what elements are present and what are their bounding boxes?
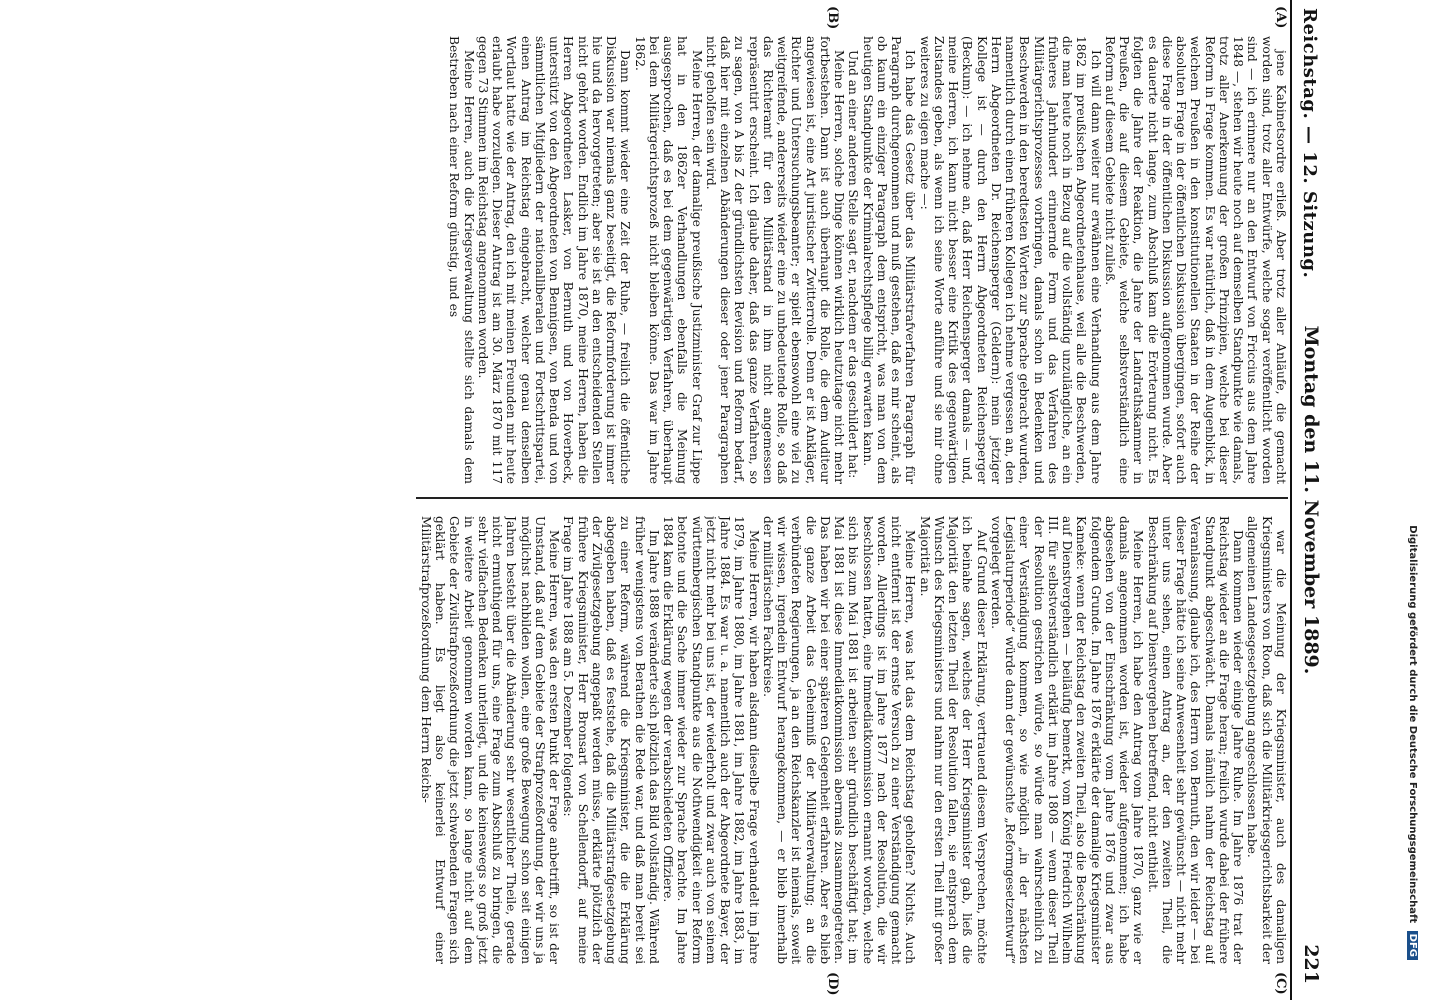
paragraph: Im Jahre 1888 veränderte sich plötzlich das Bild vollständig. Während früher wenigstens von Berathen die Rede war, und daß man bereit sei zu einer Reform, während die Kriegsminister, die die Erklärung abgegeben haben, daß es feststehe, daß die Militärstrafgesetzgebung der Zivilgesetzgebung angepaßt werden müsse, erklärte plötzlich der frühere Kriegsminister, Herr Bronsart von Schellendorff, auf meine Frage im Jahre 1888 am 5. Dezember folgendes: <box>561 516 661 964</box>
margin-marker-a: (A) <box>1273 6 1288 29</box>
quoted-paragraph: Meine Herren, solche Dinge können wirklich heutzutage nicht mehr fortbestehen. Dann ist auch überhaupt die Rolle, die dem Auditeur angewiesen ist, eine Art juristischer Zwitterrolle. Denn er ist Ankläger, Richter und Untersuchungsbeamter; er spielt ebensowohl eine viel zu weitgreifende, andererseits wieder eine zu unbedeutende Rolle, so daß das Richteramt für den Militärstand in ihm nicht angemessen repräsentirt erscheint. Ich glaube daher, daß das ganze Verfahren, so zu sagen, von A bis Z der gründlichsten Revision und Reform bedarf, daß hier mit einzelnen Abänderungen dieser oder jener Paragraphen nicht geholfen sein wird. <box>704 36 847 484</box>
column-divider <box>416 497 1288 499</box>
paragraph: Dann kommen wieder einige Jahre Ruhe. Im Jahre 1876 trat der Reichstag wieder an die Frage heran; freilich wurde dabei der frühere Standpunkt abgeschwächt. Damals nämlich nahm der Reichstag auf Veranlassung, glaube ich, des Herrn von Bernuth, den wir leider — bei dieser Frage hätte ich seine Anwesenheit sehr gewünscht — nicht mehr unter uns sehen, einen Antrag an, der den zweiten Theil, die Beschränkung auf Dienstvergehen betreffend, nicht enthielt. <box>1145 516 1246 964</box>
margin-marker-c: (C) <box>1273 972 1288 995</box>
paragraph: jene Kabinetsordre erließ. Aber trotz aller Anläufe, die gemacht worden sind, trotz aller Entwürfe, welche sogar veröffentlicht worden sind — ich erinnere nur an den Entwurf von Friccius aus dem Jahre 1848 —, stehen wir heute noch auf demselben Standpunkte wie damals, trotz aller Anerkennung der großen Prinzipien, welche bei dieser Reform in Frage kommen. Es war natürlich, daß in dem Augenblick, in welchem Preußen in den konstitutionellen Staaten in der Reihe der absoluten Frage in der öffentlichen Diskussion übergingen, sofort auch diese Frage in der öffentlichen Diskussion aufgenommen wurde. Aber es dauerte nicht lange, zum Abschluß kam die Erörterung nicht. Es folgten die Jahre der Reaktion, die Jahre der Landrathskammer in Preußen, die auf diesem Gebiete, welche selbstverständlich eine Reform auf diesem Gebiete nicht zuließ. <box>1103 36 1288 484</box>
paragraph: Dann kommt wieder eine Zeit der Ruhe, — freilich die öffentliche Diskussion war niemals ganz beseitigt, die Reformforderung ist immer hie und da hervorgetreten; aber sie ist an den entscheidenden Stellen nicht gehört worden. Endlich im Jahre 1870, meine Herren, haben die Herren Abgeordneten Lasker, von Bernuth und von Hoverbeck, unterstützt von den Abgeordneten von Bennigsen, von Benda und von sämmtlichen Mitgliedern der nationalliberalen und Fortschrittspartei, einen Antrag im Reichstag eingebracht, welcher genau denselben Wortlaut hatte wie der Antrag, den ich mit meinen Freunden mir heute erlaubt habe vorzulegen. Dieser Antrag ist am 30. März 1870 mit 117 gegen 73 Stimmen im Reichstag angenommen worden. <box>476 36 633 484</box>
quoted-paragraph: Ich habe das Gesetz über das Militärstrafverfahren Paragraph für Paragraph durchgenommen und muß gestehen, daß es mir scheint, als ob kaum ein einziger Paragraph dem entspricht, was man von dem heutigen Standpunkte der Kriminalrechtspflege billig erwarten kann. <box>860 36 918 484</box>
left-text-column <box>416 36 1288 484</box>
paragraph: Auf Grund dieser Erklärung, vertrauend diesem Versprechen, möchte ich beinahe sagen, welches der Herr Kriegsminister gab, ließ die Majorität den letzten Theil der Resolution fallen, sie entsprach dem Wunsch des Kriegsministers und nahm nur den ersten Theil mit großer Majorität an. <box>917 516 989 964</box>
paragraph: Und an einer anderen Stelle sagt er, nachdem er das geschildert hat: <box>846 50 861 479</box>
side-strip <box>1418 0 1432 1000</box>
right-text-column <box>416 516 1288 964</box>
funding-text: Digitalisierung gefördert durch die Deutsche Forschungsgemeinschaft <box>1407 525 1418 924</box>
running-head-date: Montag den 11. November 1889. <box>1300 325 1322 675</box>
paragraph: Meine Herren, was hat das dem Reichstag geholfen? Nichts. Auch nicht entfernt ist der ernste Versuch zu einer Verständigung gemacht worden. Allerdings ist im Jahre 1877 nach der Resolution, die wir beschlossen hatten, eine Immediatkommission ernannt worden, welche sich bis zum Mai 1881 ist arbeiten sehr gründlich beschäftigt hat; im Mai 1881 ist diese Immediatkommission abermals zusammengetreten. Das haben wir bei einer späteren Gelegenheit erfahren. Aber es blieb die ganze Arbeit das Geheimniß der Militärverwaltung; an die verbündeten Regierungen, ja an den Reichskanzler ist niemals, soweit wir wissen, irgendein Entwurf herangekommen, — er blieb innerhalb der militärischen Fachkreise. <box>761 516 918 964</box>
margin-marker-d: (D) <box>825 972 840 996</box>
dfg-logo: DFG <box>1407 931 1418 960</box>
page-header <box>1290 0 1332 1000</box>
paragraph: Ich will dann weiter nur erwähnen eine Verhandlung aus dem Jahre 1862 im preußischen Abgeordnetenhause, weil alle die Beschwerden, die man heute noch in Bezug auf die vollständig unzulängliche, an ein früheres Jahrhundert erinnernde Form und das Verfahren des Militärgerichtsprozesses vorbringen, damals schon in Bedenken und Beschwerden in den beredtesten Worten zur Sprache gebracht wurden, namentlich durch einen früheren Kollegen ich nehme vergessen an, den Herrn Abgeordneten Dr. Reichensperger (Geldern): mein jetziger Kollege ist — durch den Herrn Abgeordneten Reichensperger (Beckum): — ich nehme an, daß Herr Reichensperger damals — und, meine Herren, ich kann nicht besser eine Kritik des gegenwärtigen Zustandes geben, als wenn ich seine Worte anführe und sie mir ohne weiteres zu eigen mache —: <box>917 36 1103 484</box>
quoted-paragraph: Meine Herren, was den ersten Punkt der Frage anbetrifft, so ist der Umstand, daß auf dem Gebiete der Strafprozeßordnung, der wir uns ja möglichst nachbilden wollen, eine große Bewegung schon seit einigen Jahren besteht über die Abänderung sehr wesentlicher Theile, gerade nicht ermuthigend für uns, eine Frage zum Abschluß zu bringen, die sehr vielfachen Bedenken unterliegt, und die keineswegs so groß jetzt in weitere Arbeit genommen worden kann, so lange nicht auf dem Gebiete der Zivilstrafprozeßordnung die jetzt schwebenden Fragen sich geklärt haben. Es liegt also keinerlei Entwurf einer Militärstrafprozeßordnung dem Herrn Reichs- <box>419 516 562 964</box>
paragraph: Meine Herren, auch die Kriegsverwaltung stellte sich damals dem Bestreben nach einer Reform günstig, und es <box>447 36 476 484</box>
paragraph: Meine Herren, ich habe den Antrag vom Jahre 1870, ganz wie er damals angenommen worden ist, wieder aufgenommen; ich habe abgesehen von der Einschränkung vom Jahre 1876 und zwar aus folgendem Grunde. Im Jahre 1876 erklärte der damalige Kriegsminister Kameke: wenn der Reichstag den zweiten Theil, also die Beschränkung auf Dienstvergehen — beiläufig bemerkt, vom König Friedrich Wilhelm III. für selbstverständlich erklärt im Jahre 1808 — wenn dieser Theil der Resolution gestrichen würde, so würde man wahrscheinlich zu einer Verständigung kommen, so wie möglich „in der nächsten Legislaturperiode“ würde dann der gewünschte „Reformgesetzentwurf“ vorgelegt werden. <box>989 516 1146 964</box>
page-number: 221 <box>1300 944 1322 984</box>
paragraph: war die Meinung der Kriegsminister, auch des damaligen Kriegsministers von Roon, daß sich die Militärkriegsgerichtsbarkeit der allgemeinen Landesgesetzgebung angeschlossen habe. <box>1245 516 1288 964</box>
funding-notice <box>1404 20 1418 960</box>
paragraph: Meine Herren, wir haben alsdann dieselbe Frage verhandelt im Jahre 1879, im Jahre 1880, im Jahre 1881, im Jahre 1882, im Jahre 1883, im Jahre 1884. Es war u. a. namentlich auch der Abgeordnete Bayer, der jetzt nicht mehr bei uns ist, der wiederholt und zwar auch von seinem württembergischen Standpunkte aus die Nothwendigkeit einer Reform betonte und die Sache immer wieder zur Sprache brachte. Im Jahre 1884 kam die Erklärung wegen der verabschiedeten Offiziere. <box>661 516 761 964</box>
paragraph: Meine Herren, der damalige preußische Justizminister Graf zur Lippe hat in den 1862er Verhandlungen ebenfalls die Meinung ausgesprochen, daß es bei dem gegenwärtigen Verfahren, überhaupt bei dem Militärgerichtsprozeß nicht bleiben könne. Das war im Jahre 1862. <box>632 36 704 484</box>
margin-marker-b: (B) <box>825 6 840 30</box>
running-head-left: Reichstag. — 12. Sitzung. <box>1299 8 1320 279</box>
